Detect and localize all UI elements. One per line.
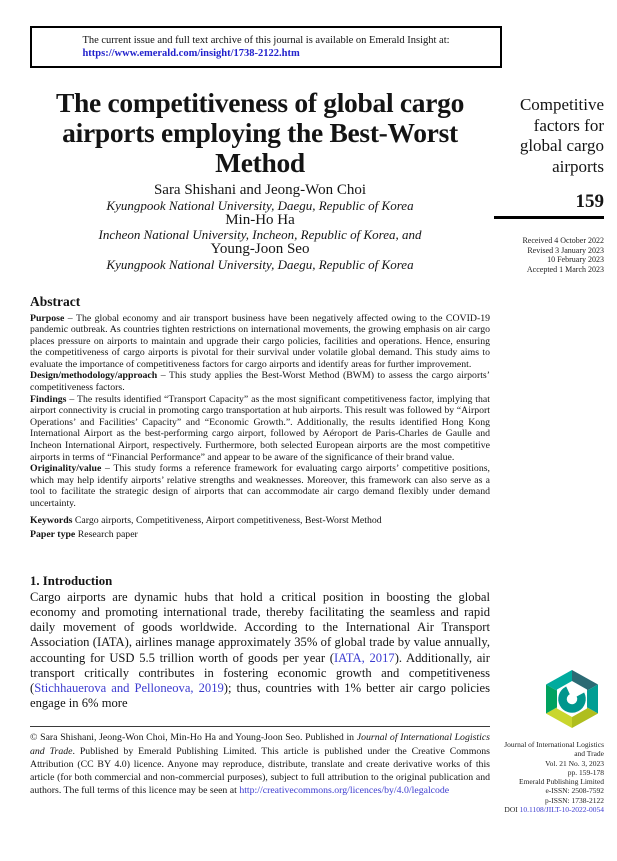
imprint-line: Journal of International Logistics — [504, 740, 604, 749]
author-name: Min-Ho Ha — [225, 211, 295, 228]
abstract-purpose-text: – The global economy and air transport business have been negatively affected owing to the COVID-19 pandemic outbreak. As countries tighten restrictions on international movements, the growing emphasis on air cargo places pressure on airports to maintain and upgrade their cargo policies, facilities and operations. Hence, ensuring the competitiveness of cargo airports is pivotal for their survival under volatile global demand. This study aims to evaluate the importance of competitiveness factors for cargo airports and identify areas for further improvement. — [30, 312, 490, 370]
paper-type-text: Research paper — [75, 529, 138, 541]
abstract-design-label: Design/methodology/approach — [30, 370, 158, 382]
doi-link[interactable]: 10.1108/JILT-10-2022-0054 — [519, 805, 604, 815]
sidebar-rule — [494, 216, 604, 219]
introduction-text: ). Additionally, air transport critically contributes in fostering economic growth and competitiveness ( — [30, 650, 490, 695]
banner-notice: The current issue and full text archive of this journal is available on Emerald Insight at: — [82, 35, 450, 46]
abstract-purpose-label: Purpose — [30, 312, 65, 324]
imprint-line: and Trade — [574, 749, 604, 759]
history-line: Revised 3 January 2023 — [527, 245, 604, 255]
main-column — [30, 88, 490, 797]
imprint-line: Emerald Publishing Limited — [519, 777, 604, 787]
author-name: Young-Joon Seo — [210, 241, 310, 257]
introduction-text: Cargo airports are dynamic hubs that hold a critical position in boosting the global economy and promoting international trade, thereby facilitating the seamless and rapid daily movement of goods worldwide. According to the International Air Transport Association (IATA), airlines manage approximately 35% of global trade by value annually, accounting for USD 5.5 trillion worth of goods per year ( — [30, 589, 490, 665]
citation-stichhauerova-pelloneova-2019[interactable]: Stichhauerova and Pelloneova, 2019 — [34, 681, 224, 695]
abstract-originality — [30, 463, 490, 509]
article-history — [494, 236, 604, 274]
history-line: Received 4 October 2022 — [522, 236, 604, 245]
introduction-heading: 1. Introduction — [30, 573, 113, 588]
banner-journal-link[interactable]: https://www.emerald.com/insight/1738-2122.htm — [82, 48, 300, 59]
abstract-heading: Abstract — [30, 293, 81, 309]
author-affiliation: Incheon National University, Incheon, Republic of Korea, and — [98, 227, 422, 242]
page-number: 159 — [575, 191, 604, 212]
authors-block — [30, 183, 490, 272]
imprint-line: pp. 159-178 — [567, 767, 604, 777]
history-line: Accepted 1 March 2023 — [526, 264, 604, 274]
imprint-line: Vol. 21 No. 3, 2023 — [545, 758, 604, 768]
copyright-text: . Published by Emerald Publishing Limited. This article is published under the Creative Commons Attribution (CC BY 4.0) licence. Anyone may reproduce, distribute, translate and create derivative works of this article (for both commercial and non-commercial purposes), subject to full attribution to the original publication and authors. The full terms of this licence may be seen at — [30, 745, 490, 797]
doi-label: DOI — [504, 805, 520, 815]
paper-type-label: Paper type — [30, 529, 76, 541]
author-affiliation: Kyungpook National University, Daegu, Republic of Korea — [106, 197, 414, 213]
imprint-line: p-ISSN: 1738-2122 — [545, 795, 604, 805]
author-affiliation: Kyungpook National University, Daegu, Republic of Korea — [106, 256, 414, 272]
imprint-doi-line — [454, 805, 604, 814]
right-sidebar — [494, 95, 604, 274]
abstract-findings-label: Findings — [30, 393, 67, 405]
article-title: The competitiveness of global cargo airports employing the Best-Worst Method — [55, 87, 465, 178]
cc-licence-link[interactable]: http://creativecommons.org/licences/by/4.0/legalcode — [239, 785, 450, 797]
abstract-design — [30, 370, 490, 393]
paper-type-line — [30, 529, 490, 541]
abstract-originality-text: – This study forms a reference framework for evaluating cargo airports’ competitive positions, which may help identify airports’ relative strengths and weaknesses. Moreover, this framework can also serve as a tool to facilitate the strategic design of airports that can accommodate air cargo demand flexibly under demand uncertainty. — [30, 463, 490, 509]
imprint-line: e-ISSN: 2508-7592 — [545, 786, 604, 796]
abstract-findings — [30, 394, 490, 464]
abstract-purpose — [30, 313, 490, 371]
keywords-text: Cargo airports, Competitiveness, Airport competitiveness, Best-Worst Method — [72, 514, 382, 526]
abstract-design-text: – This study applies the Best-Worst Method (BWM) to assess the cargo airports’ competitiveness factors. — [30, 370, 490, 394]
abstract-originality-label: Originality/value — [30, 463, 102, 475]
copyright-footnote — [30, 726, 490, 797]
copyright-text: © Sara Shishani, Jeong-Won Choi, Min-Ho Ha and Young-Joon Seo. Published in — [30, 732, 357, 744]
emerald-insight-banner — [30, 26, 502, 68]
author-name: Sara Shishani and Jeong-Won Choi — [153, 182, 367, 198]
introduction-text: ); thus, countries with 1% better air cargo policies engage in 6% more — [30, 681, 490, 711]
abstract-findings-text: – The results identified “Transport Capacity” as the most significant competitiveness factor, implying that airport connectivity is crucial in promoting cargo transportation at hub airports. This result was followed by “Airport Operations’ and Facilities’ Capacity” and “Economic Growth.”. Additionally, the results identified Hong Kong International Airport as the best-performing cargo airport, followed by Aéroport de Paris-Charles de Gaulle and Incheon International Airport, respectively. Furthermore, both selected European airports are the most competitive airports in terms of “Financial Performance” and appear to be aware of the significance of their brand value. — [30, 393, 490, 463]
keywords-line — [30, 515, 490, 527]
introduction-paragraph — [30, 590, 490, 712]
history-line: 10 February 2023 — [547, 255, 604, 264]
journal-name-italic: Journal of International Logistics and Trade — [30, 732, 490, 757]
running-head: Competitive factors for global cargo airports — [519, 95, 604, 176]
citation-iata-2017[interactable]: IATA, 2017 — [333, 650, 395, 665]
keywords-label: Keywords — [30, 514, 73, 526]
emerald-logo-icon — [542, 668, 602, 730]
journal-imprint — [454, 740, 604, 814]
